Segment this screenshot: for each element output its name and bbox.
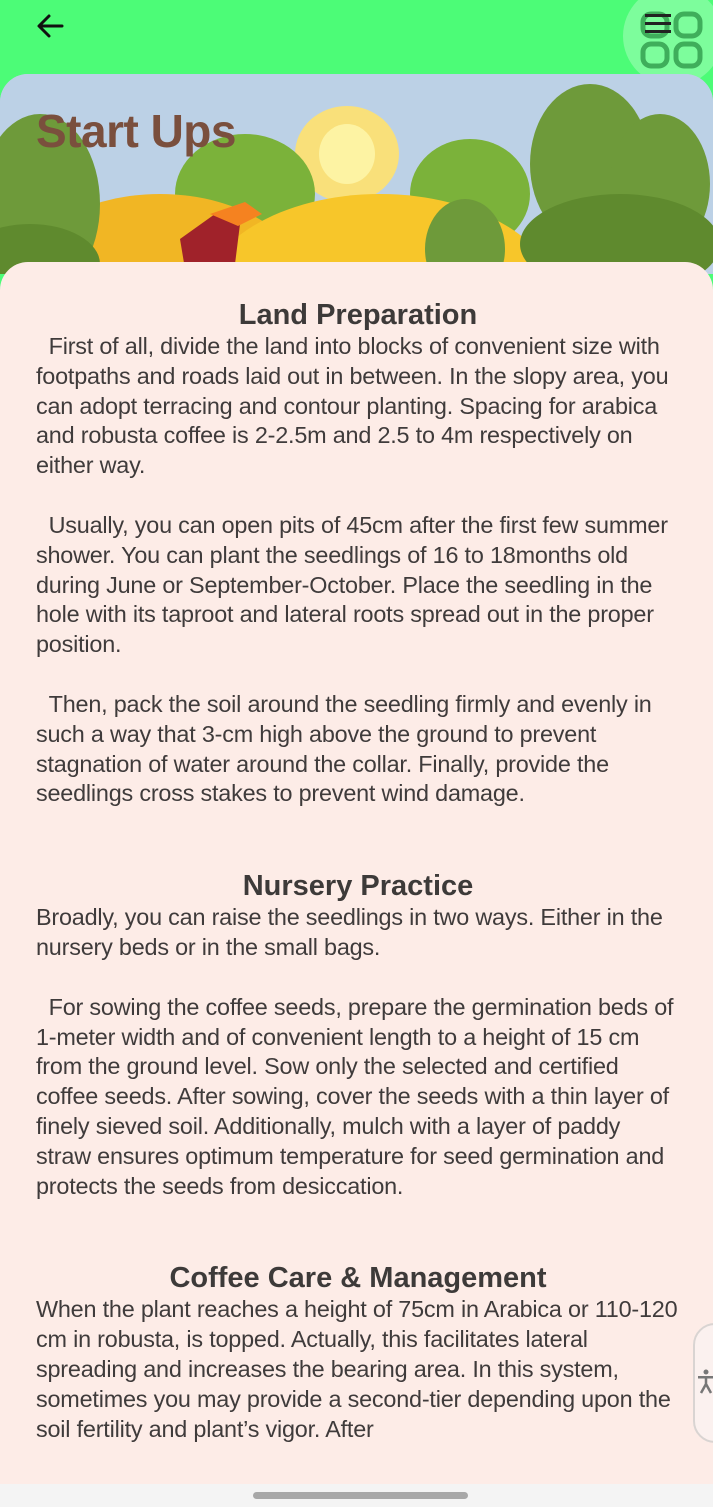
- section-nursery-practice: [36, 869, 680, 1201]
- app-bar: [0, 0, 713, 74]
- section-title: Nursery Practice: [242, 870, 474, 903]
- paragraph: For sowing the coffee seeds, prepare the germination beds of 1-meter width and of convenient length to a height of 15 cm from the ground level. Sow only the selected and certified coffee seeds. After sowing, cover the seeds with a thin layer of finely sieved soil. Additionally, mulch with a layer of paddy straw ensures optimum temperature for seed germination and protects the seeds from desiccation.: [36, 993, 680, 1199]
- banner-image: [0, 74, 713, 274]
- accessibility-button[interactable]: [693, 1323, 713, 1443]
- section-coffee-care: [36, 1261, 684, 1444]
- home-gesture-handle[interactable]: [253, 1492, 468, 1499]
- arrow-left-icon: [32, 8, 68, 44]
- paragraph: Then, pack the soil around the seedling firmly and evenly in such a way that 3-cm high above the ground to prevent stagnation of water around the collar. Finally, provide the seedlings cross stakes to prevent wind damage.: [36, 690, 658, 807]
- system-navigation-bar: [0, 1484, 713, 1507]
- section-title: Coffee Care & Management: [169, 1262, 547, 1295]
- section-land-preparation: [36, 298, 680, 809]
- paragraph: Broadly, you can raise the seedlings in two ways. Either in the nursery beds or in the small bags.: [36, 904, 669, 960]
- hamburger-menu-icon[interactable]: [643, 12, 673, 36]
- paragraph: First of all, divide the land into blocks of convenient size with footpaths and roads laid out in between. In the slopy area, you can adopt terracing and contour planting. Spacing for arabica and robusta coffee is 2-2.5m and 2.5 to 4m respectively on either way.: [36, 333, 675, 479]
- paragraph: Usually, you can open pits of 45cm after the first few summer shower. You can plant the seedlings of 16 to 18months old during June or September-October. Place the seedling in the hole with its taproot and lateral roots spread out in the proper position.: [36, 511, 675, 658]
- back-button[interactable]: [32, 8, 68, 44]
- page-title: Start Ups: [36, 105, 236, 157]
- accessibility-person-icon: [697, 1369, 713, 1395]
- article-content: [36, 298, 684, 1444]
- section-title: Land Preparation: [238, 299, 478, 331]
- content-card: [0, 262, 713, 1484]
- paragraph: When the plant reaches a height of 75cm in Arabica or 110-120 cm in robusta, is topped. Actually, this facilitates lateral spreading and increases the bearing area. In this system, sometimes you may provide a second-tier depending upon the soil fertility and plant’s vigor. After: [36, 1296, 684, 1442]
